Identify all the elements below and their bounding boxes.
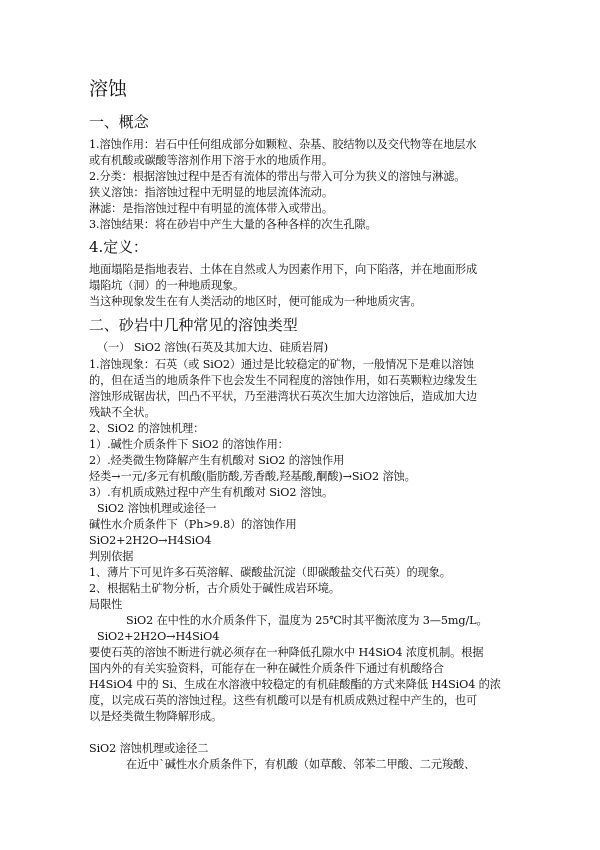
paragraph-line: 或有机酸或碳酸等溶剂作用下溶于水的地质作用。 — [89, 154, 333, 167]
paragraph-line: 塌陷坑（洞）的一种地质现象。 — [89, 279, 245, 292]
paragraph-line: 残缺不全状。 — [89, 406, 156, 419]
paragraph-line: 1.溶蚀现象：石英（或 SiO2）通过是比较稳定的矿物，一般情况下是难以溶蚀 — [89, 358, 474, 371]
paragraph-line: 3）.有机质成熟过程中产生有机酸对 SiO2 溶蚀。 — [89, 486, 334, 499]
section-heading-definition: 4.定义： — [89, 238, 148, 256]
paragraph-line: SiO2 溶蚀机理或途径二 — [89, 742, 209, 755]
paragraph-line: SiO2 溶蚀机理或途径一 — [97, 502, 217, 515]
formula-line: SiO2+2H2O→H4SiO4 — [89, 534, 212, 547]
paragraph-line: 1）.碱性介质条件下 SiO2 的溶蚀作用： — [89, 438, 289, 451]
paragraph-line: 判别依据 — [89, 550, 134, 563]
paragraph-line: 地面塌陷是指地表岩、土体在自然或人为因素作用下，向下陷落，并在地面形成 — [89, 263, 478, 276]
paragraph-line: 碱性水介质条件下（Ph>9.8）的溶蚀作用 — [89, 518, 297, 531]
paragraph-line: 2、SiO2 的溶蚀机理： — [89, 422, 205, 435]
section-heading-concept: 一、概念 — [89, 113, 149, 131]
paragraph-line: 度，以完成石英的溶蚀过程。这些有机酸可以是有机质成熟过程中产生的，也可 — [89, 694, 478, 707]
paragraph-line: 当这种现象发生在有人类活动的地区时，便可能成为一种地质灾害。 — [89, 295, 422, 308]
paragraph-line: 以是烃类微生物降解形成。 — [89, 710, 223, 723]
paragraph-line: 国内外的有关实验资料，可能存在一种在碱性介质条件下通过有机酸络合 — [89, 662, 444, 675]
paragraph-line: 要使石英的溶蚀不断进行就必须存在一种降低孔隙水中 H4SiO4 浓度机制。根据 — [89, 646, 484, 659]
paragraph-line: 3.溶蚀结果：将在砂岩中产生大量的各种各样的次生孔隙。 — [89, 218, 377, 231]
paragraph-line: SiO2 在中性的水介质条件下，温度为 25℃时其平衡浓度为 3—5mg/L。 — [126, 614, 488, 627]
paragraph-line: H4SiO4 中的 Si、生成在水溶液中较稳定的有机硅酸酯的方式来降低 H4SiO4 的浓 — [89, 678, 501, 691]
paragraph-line: 1、薄片下可见许多石英溶解、碳酸盐沉淀（即碳酸盐交代石英）的现象。 — [89, 566, 451, 579]
section-heading-types: 二、砂岩中几种常见的溶蚀类型 — [89, 316, 298, 334]
formula-line: SiO2+2H2O→H4SiO4 — [97, 630, 220, 643]
paragraph-line: 狭义溶蚀：指溶蚀过程中无明显的地层流体流动。 — [89, 186, 333, 199]
paragraph-line: 2、根据粘土矿物分析，古介质处于碱性成岩环境。 — [89, 582, 340, 595]
paragraph-line: 在近中`碱性水介质条件下，有机酸（如草酸、邻苯二甲酸、二元羧酸、 — [126, 758, 476, 771]
paragraph-line: 局限性 — [89, 598, 123, 611]
page-title: 溶蚀 — [89, 78, 127, 100]
paragraph-line: 1.溶蚀作用：岩石中任何组成部分如颗粒、杂基、胶结物以及交代物等在地层水 — [89, 138, 477, 151]
subsection-heading: （一） SiO2 溶蚀(石英及其加大边、硅质岩屑) — [97, 341, 329, 354]
paragraph-line: 2）.烃类微生物降解产生有机酸对 SiO2 的溶蚀作用 — [89, 454, 345, 467]
paragraph-line: 烃类→一元/多元有机酸(脂肪酸,芳香酸,羟基酸,酮酸)→SiO2 溶蚀。 — [89, 470, 416, 483]
paragraph-line: 溶蚀形成锯齿状，凹凸不平状，乃至港湾状石英次生加大边溶蚀后，造成加大边 — [89, 390, 478, 403]
paragraph-line: 2.分类：根据溶蚀过程中是否有流体的带出与带入可分为狭义的溶蚀与淋滤。 — [89, 170, 466, 183]
paragraph-line: 淋滤：是指溶蚀过程中有明显的流体带入或带出。 — [89, 202, 333, 215]
paragraph-line: 的，但在适当的地质条件下也会发生不同程度的溶蚀作用，如石英颗粒边缘发生 — [89, 374, 478, 387]
